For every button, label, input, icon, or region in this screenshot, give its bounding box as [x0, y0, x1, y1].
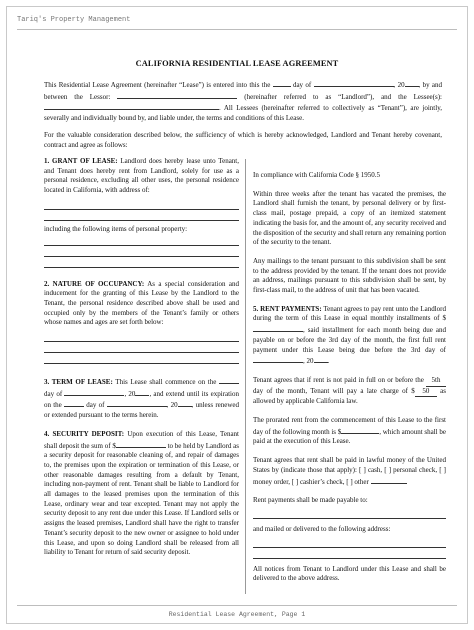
occupant-line[interactable]: [44, 342, 239, 353]
section-body: Tenant agrees to pay rent unto the Landlord during the term of this Lease in equal monthly installments of $: [253, 304, 446, 323]
end-day-blank[interactable]: [64, 399, 84, 407]
month-blank[interactable]: [314, 79, 394, 87]
late-text: as allowed by applicable California law.: [253, 386, 447, 406]
footer-rule: [17, 605, 457, 606]
prorated-text: The prorated rent from the commencement of this Lease to the first day of the following month is $: [253, 416, 446, 436]
document-page: [6, 6, 468, 624]
prorated-paragraph: [253, 416, 446, 447]
items-line[interactable]: [44, 257, 239, 268]
intro-text: day of: [292, 81, 312, 89]
intro-paragraph-2: For the valuable consideration described below, the sufficiency of which is hereby acknowledged, Landlord and Tenant hereby covenant, contract and agree as follows:: [44, 131, 442, 149]
address-line[interactable]: [44, 210, 239, 221]
column-divider: [245, 159, 246, 594]
items-label: including the following items of personal property:: [44, 224, 188, 233]
late-charge-paragraph: [253, 376, 446, 407]
payment-options[interactable]: [ ] cash, [ ] personal check, [ ] money order, [ ] cashier’s check, [ ] other: [253, 465, 446, 486]
payee-line[interactable]: [253, 508, 446, 519]
year-blank[interactable]: [405, 79, 419, 87]
rent-amount-blank[interactable]: [253, 324, 303, 332]
section-body: , and extend until its expiration on the: [44, 389, 240, 410]
section-body: to be held by Landlord as a security deposit for reasonable cleaning of, and repair of damages to, the premises upon the expiration or termination of this Lease, or other reasonable damages resulting from a default by Tenant, including non-payment of rent. Tenant shall be liable to Landlord for all damages to the leased premises upon the termination of this Lease, ordinary wear and tear excepted. Tenant may not apply the security deposit to any rent due under this Lease. If Landlord sells or assigns the leased premises, Landlord shall have the right to transfer Tenant’s security deposit to the new owner or assignee to hold under this Lease, and upon so doing Landlord shall be released from all liability to Tenant for return of said security deposit.: [44, 441, 240, 557]
lessor-blank[interactable]: [117, 91, 237, 99]
intro-text: 20: [397, 81, 405, 89]
end-month-blank[interactable]: [107, 399, 167, 407]
section-heading: 3. TERM OF LEASE:: [44, 378, 113, 387]
first-rent-month-blank[interactable]: [253, 355, 303, 363]
occupant-line[interactable]: [44, 353, 239, 364]
mail-address-label: and mailed or delivered to the following address:: [253, 524, 391, 533]
section-body: Landlord does hereby lease unto Tenant, and Tenant does hereby rent from Landlord, solely for use as a personal residence, excluding all other uses, the personal residence located in California, with address of:: [44, 157, 239, 195]
lessee-blank[interactable]: [44, 102, 219, 110]
section-body: This Lease shall commence on the: [112, 378, 217, 387]
section-body: As a special consideration and inducement for the granting of this Lease by the Landlord to the Tenant, the personal residence described above shall be used and occupied only by the members of the Tenant’s family or others whose names and ages are set forth below:: [44, 279, 239, 327]
company-header: Tariq's Property Management: [17, 16, 131, 24]
items-line[interactable]: [44, 235, 239, 246]
other-method-blank[interactable]: [371, 476, 407, 484]
mail-address-line[interactable]: [253, 548, 446, 559]
deposit-amount-blank[interactable]: [116, 440, 166, 448]
page-footer: Residential Lease Agreement, Page 1: [168, 611, 306, 618]
prorated-amount-blank[interactable]: [341, 426, 379, 434]
prorated-text: , which amount shall be paid at the execution of this Lease.: [253, 427, 446, 446]
address-line[interactable]: [44, 199, 239, 210]
section-term: [44, 376, 239, 421]
section-heading: 1. GRANT OF LEASE:: [44, 157, 118, 165]
section-body: day of: [44, 389, 63, 398]
section-heading: 5. RENT PAYMENTS:: [253, 304, 322, 313]
right-column: [253, 157, 446, 593]
section-heading: 4. SECURITY DEPOSIT:: [44, 429, 125, 438]
mail-address-line[interactable]: [253, 537, 446, 548]
section-heading: 2. NATURE OF OCCUPANCY:: [44, 279, 145, 288]
header-rule: [17, 29, 457, 30]
late-text: day of the month, Tenant will pay a late charge of $: [253, 386, 415, 395]
section-grant: [44, 157, 239, 196]
section-body: , 20: [124, 389, 136, 398]
end-year-blank[interactable]: [178, 399, 192, 407]
intro-paragraph: This Residential Lease Agreement (hereinafter “Lease”) is entered into this the day of , 20 , by and between the Lessor: (hereinafter referred to as “Landlord”), and the Lessee(s): . All Lessees (hereinafter referred to collectively as “Tenant”), are jointly, severally and individually bound by, and liable under, the terms and conditions of this Lease.: [44, 81, 443, 122]
section-rent: 5. RENT PAYMENTS: Tenant agrees to pay rent unto the Landlord during the term of this Lease in equal monthly installments of $, said installment for each month being due and payable on or before the 3rd day of the month, the first full rent payment under this Lease being due before the 3rd day of , 20 .: [253, 304, 446, 366]
section-body: , said installment for each month being due and payable on or before the 3rd day of the month, the first full rent payment under this Lease being due before the 3rd day of: [253, 326, 446, 354]
payable-to-label: Rent payments shall be made payable to:: [253, 496, 368, 505]
start-year-blank[interactable]: [135, 388, 149, 396]
intro-text: , by and between the Lessor:: [44, 81, 443, 101]
section-body: , unless renewed or extended pursuant to the terms herein.: [44, 401, 240, 420]
intro-text: . All Lessees (hereinafter referred to collectively as “Tenant”), are jointly, severally and individually bound by, and liable under, the terms and conditions of this Lease.: [44, 104, 442, 122]
payment-text: Tenant agrees that rent shall be paid in lawful money of the United States by (indicate those that apply):: [253, 456, 446, 474]
section-body: Upon execution of this Lease, Tenant shall deposit the sum of $: [44, 429, 239, 450]
compliance-note: In compliance with California Code § 1950.5: [253, 171, 380, 179]
late-fee-value[interactable]: 50: [415, 387, 437, 398]
payment-method-paragraph: [253, 456, 446, 487]
notices-paragraph: All notices from Tenant to Landlord under this Lease and shall be delivered to the above address.: [253, 564, 446, 583]
day-blank[interactable]: [273, 79, 291, 87]
document-title: CALIFORNIA RESIDENTIAL LEASE AGREEMENT: [135, 59, 339, 68]
left-column: [44, 157, 239, 567]
start-month-blank[interactable]: [64, 388, 124, 396]
section-occupancy: [44, 280, 239, 329]
section-body: , 20: [166, 401, 178, 410]
intro-section: [44, 79, 442, 159]
start-day-blank[interactable]: [219, 376, 239, 384]
items-line[interactable]: [44, 246, 239, 257]
return-deposit-paragraph: Within three weeks after the tenant has vacated the premises, the Landlord shall furnish the tenant, by personal delivery or by first-class mail, postage prepaid, a copy of an itemized statement indicating the basis for, and the amount of, any security received and the disposition of the security and shall return any remaining portion of the security to the tenant.: [253, 189, 446, 247]
late-day-value[interactable]: 5th: [426, 376, 446, 387]
section-body: , 20: [303, 357, 314, 366]
occupant-line[interactable]: [44, 331, 239, 342]
section-deposit: [44, 430, 239, 558]
mailing-paragraph: Any mailings to the tenant pursuant to this subdivision shall be sent to the address provided by the tenant. If the tenant does not provide an address, mailings pursuant to this subdivision shall be sent, by first-class mail, to the address of unit that has been vacated.: [253, 256, 446, 295]
late-text: Tenant agrees that if rent is not paid in full on or before the: [253, 375, 424, 384]
section-body: day of: [86, 401, 105, 410]
intro-text: (hereinafter referred to as “Landlord”), and the Lessee(s):: [244, 92, 442, 101]
intro-text: This Residential Lease Agreement (hereinafter “Lease”) is entered into this the: [44, 81, 271, 89]
first-rent-year-blank[interactable]: [314, 355, 328, 363]
